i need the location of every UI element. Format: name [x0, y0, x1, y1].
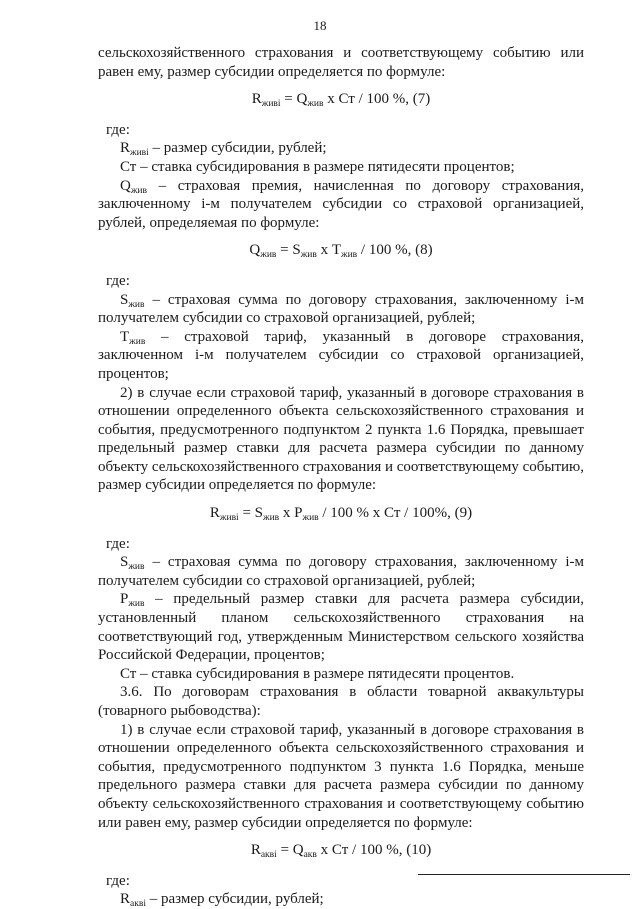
formula-text: / 100 %, (8) [357, 242, 433, 259]
footer-divider [418, 874, 630, 875]
formula-text: = Q [280, 91, 308, 108]
formula-subscript: жив [263, 513, 280, 524]
formula-text: х T [316, 242, 342, 259]
definition-text: – размер субсидии, рублей; [148, 140, 327, 157]
where-label: где: [106, 872, 130, 889]
definition-subscript: жив [129, 336, 146, 347]
definition-subscript: жив [128, 562, 145, 573]
formula-subscript: жив [300, 250, 317, 261]
definition-text: – страховая сумма по договору страхования, заключенному і-м получателем субсидии со страховой организацией, рублей; [98, 291, 584, 327]
where-label: где: [106, 121, 130, 138]
formula-subscript: акв [303, 850, 317, 861]
formula-subscript: живі [261, 99, 281, 110]
definition-t-zhiv [98, 328, 584, 384]
definition-text: – страховой тариф, указанный в договоре страхования, заключенном і-м получателем субсидии со страховой организацией, процентов; [98, 328, 584, 382]
definition-subscript: жив [128, 299, 145, 310]
page-number: 18 [313, 18, 327, 33]
formula-symbol: R [250, 842, 261, 859]
formula-subscript: жив [260, 250, 277, 261]
formula-7 [98, 90, 584, 109]
definition-symbol: T [120, 328, 130, 345]
definition-symbol: R [120, 140, 131, 157]
definition-text: – страховая сумма по договору страхования, заключенному і-м получателем субсидии со страховой организацией, рублей; [98, 554, 584, 589]
formula-text: х P [279, 505, 303, 522]
definition-p-zhiv [98, 590, 584, 664]
definition-r-zhiv [98, 139, 584, 158]
formula-9 [98, 504, 584, 523]
formula-subscript: жив [307, 99, 324, 110]
formula-subscript: живі [219, 513, 239, 524]
definition-text: – страховая премия, начисленная по договору страхования, заключенному і-м получателем субсидии со страховой организацией, рублей, определяемая по формуле: [98, 177, 584, 231]
definition-symbol: S [120, 291, 129, 308]
definition-symbol: R [120, 891, 131, 908]
definition-symbol: S [120, 554, 129, 571]
formula-subscript: жив [341, 250, 358, 261]
formula-subscript: жив [302, 513, 319, 524]
definition-text: – размер субсидии, рублей; [145, 891, 324, 908]
definition-subscript: живі [130, 148, 149, 159]
definition-subscript: аквi [130, 899, 146, 909]
definition-symbol: Q [120, 177, 131, 194]
where-label: где: [106, 272, 130, 289]
definition-text: – предельный размер ставки для расчета размера субсидии, установленный планом сельскохозяйственного страхования на соответствующий год, утвержденным Министерством сельского хозяйства Российской Федерации, процентов; [98, 591, 584, 664]
formula-8 [98, 241, 584, 260]
paragraph-continuation: сельскохозяйственного страхования и соответствующему событию или равен ему, размер субсидии определяется по формуле: [98, 45, 584, 80]
formula-text: х Ст / 100 %, (7) [323, 91, 431, 108]
document-body [98, 44, 584, 909]
where-label: где: [106, 535, 130, 552]
definition-r-akv [98, 890, 584, 909]
definition-symbol: P [120, 591, 129, 608]
formula-symbol: R [251, 91, 262, 108]
paragraph-case-2: 2) в случае если страховой тариф, указанный в договоре страхования в отношении определенного объекта сельскохозяйственного страхования и события, предусмотренного подпунктом 2 пункта 1.6 Порядка, превышает предельный размер ставки для расчета размера субсидии по данному объекту сельскохозяйственного страхования и соответствующему событию, размер субсидии определяется по формуле: [98, 384, 584, 494]
definition-st: Ст – ставка субсидирования в размере пятидесяти процентов; [120, 158, 515, 175]
definition-subscript: жив [128, 599, 145, 610]
definition-s-zhiv [98, 291, 584, 328]
definition-q-zhiv [98, 177, 584, 233]
formula-text: = S [276, 242, 301, 259]
formula-subscript: аквi [260, 850, 277, 861]
formula-text: = S [238, 505, 264, 522]
formula-text: х Ст / 100 %, (10) [316, 842, 432, 859]
definition-subscript: жив [130, 185, 147, 196]
formula-text: / 100 % х Ст / 100%, (9) [318, 505, 473, 522]
definition-st-2: Ст – ставка субсидирования в размере пятидесяти процентов. [120, 665, 515, 682]
paragraph-case-1-aqua: 1) в случае если страховой тариф, указанный в договоре страхования в отношении определенного объекта сельскохозяйственного страхования и события, предусмотренного подпунктом 3 пункта 1.6 Порядка, меньше предельного размера ставки для расчета размера субсидии по данному объекту сельскохозяйственного страхования и соответствующему событию или равен ему, размер субсидии определяется по формуле: [98, 721, 584, 831]
formula-text: = Q [276, 842, 304, 859]
definition-s-zhiv-2 [98, 553, 584, 590]
formula-symbol: R [209, 505, 220, 522]
formula-symbol: Q [249, 242, 261, 259]
formula-10 [98, 841, 584, 860]
section-3-6: 3.6. По договорам страхования в области товарной аквакультуры (товарного рыбоводства): [98, 684, 584, 719]
